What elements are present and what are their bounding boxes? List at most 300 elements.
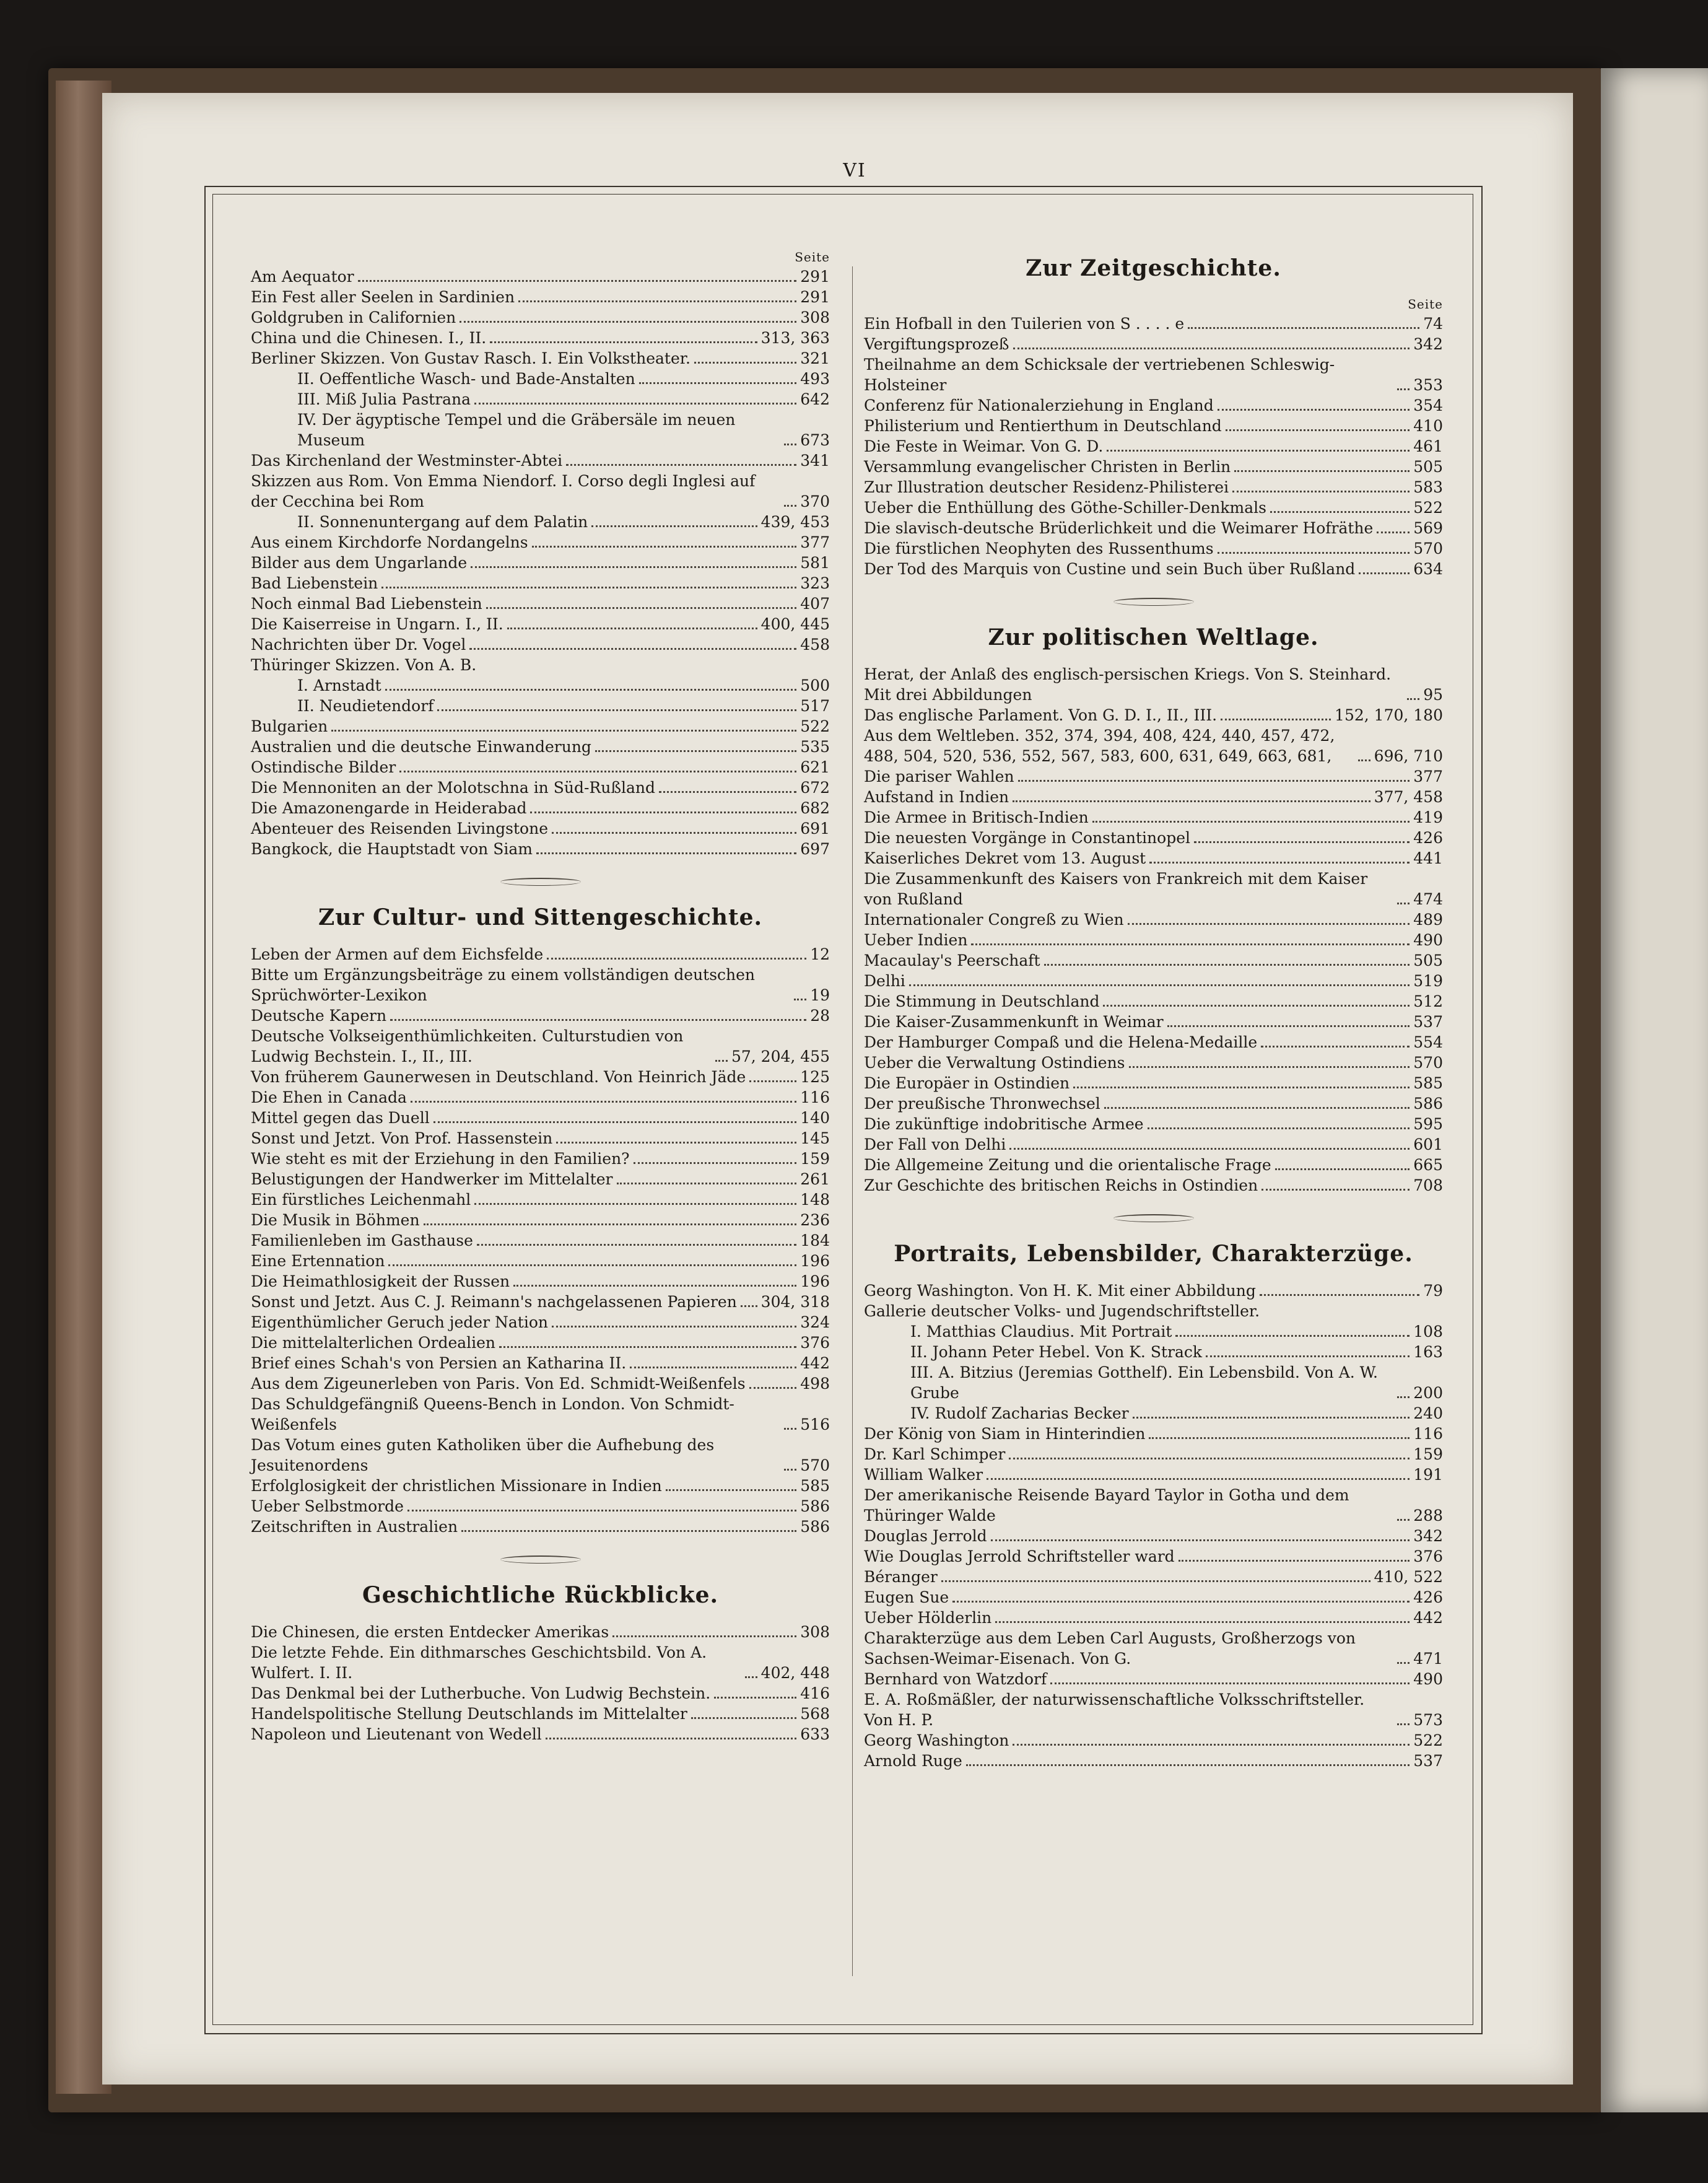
dot-leader bbox=[1188, 327, 1419, 329]
entry-page: 152, 170, 180 bbox=[1335, 706, 1443, 724]
toc-entry bbox=[251, 1189, 830, 1210]
entry-title: Der Fall von Delhi bbox=[864, 1135, 1006, 1153]
entry-title: Die Feste in Weimar. Von G. D. bbox=[864, 437, 1104, 455]
toc-entry bbox=[251, 328, 830, 348]
dot-leader bbox=[469, 648, 796, 650]
entry-title: Der König von Siam in Hinterindien bbox=[864, 1425, 1146, 1443]
entry-page: 291 bbox=[800, 268, 830, 286]
section-title: Zur Cultur- und Sittengeschichte. bbox=[318, 904, 763, 930]
entry-title: Erfolglosigkeit der christlichen Missionare in Indien bbox=[251, 1477, 662, 1495]
toc-entry bbox=[864, 971, 1443, 991]
entry-title: Die neuesten Vorgänge in Constantinopel bbox=[864, 829, 1191, 847]
dot-leader bbox=[794, 999, 806, 1000]
toc-entry bbox=[251, 1516, 830, 1537]
toc-entry bbox=[864, 1012, 1443, 1032]
toc-entry bbox=[251, 1169, 830, 1189]
entry-title: Berliner Skizzen. Von Gustav Rasch. I. Ein Volkstheater. bbox=[251, 349, 691, 367]
entry-page: 402, 448 bbox=[760, 1664, 830, 1682]
entry-page: 125 bbox=[800, 1068, 830, 1086]
entry-title: III. A. Bitzius (Jeremias Gotthelf). Ein Lebensbild. Von A. W. Grube bbox=[910, 1363, 1378, 1402]
toc-entry bbox=[864, 1608, 1443, 1628]
entry-title: III. Miß Julia Pastrana bbox=[297, 390, 471, 408]
toc-entry bbox=[864, 909, 1443, 930]
entry-page: 313, 363 bbox=[760, 329, 830, 347]
dot-leader bbox=[784, 1428, 796, 1430]
entry-title: Die Musik in Böhmen bbox=[251, 1211, 420, 1229]
entry-page: 586 bbox=[800, 1497, 830, 1515]
entry-page: 461 bbox=[1413, 437, 1443, 455]
entry-page: 196 bbox=[800, 1272, 830, 1290]
dot-leader bbox=[331, 730, 796, 732]
entry-title: Brief eines Schah's von Persien an Katharina II. bbox=[251, 1354, 627, 1372]
toc-entry bbox=[251, 634, 830, 655]
entry-page: 697 bbox=[800, 840, 830, 858]
entry-page: 673 bbox=[800, 431, 830, 449]
dot-leader bbox=[612, 1635, 796, 1637]
entry-page: 288 bbox=[1413, 1507, 1443, 1525]
entry-page: 505 bbox=[1413, 952, 1443, 969]
entry-page: 159 bbox=[800, 1150, 830, 1168]
dot-leader bbox=[474, 1203, 796, 1205]
dot-leader bbox=[1050, 1682, 1410, 1684]
entry-title: Philisterium und Rentierthum in Deutschland bbox=[864, 417, 1222, 435]
entry-title: Die letzte Fehde. Ein dithmarsches Geschichtsbild. Von A. Wulfert. I. II. bbox=[251, 1643, 707, 1682]
toc-entry bbox=[864, 1301, 1443, 1321]
entry-title: Versammlung evangelischer Christen in Berlin bbox=[864, 458, 1231, 476]
dot-leader bbox=[499, 1346, 796, 1348]
dot-leader bbox=[1226, 429, 1410, 431]
entry-page: 163 bbox=[1413, 1343, 1443, 1361]
toc-entry bbox=[251, 369, 830, 389]
toc-entry bbox=[864, 1093, 1443, 1114]
entry-title: Das Votum eines guten Katholiken über die Aufhebung des Jesuitenordens bbox=[251, 1436, 715, 1474]
dot-leader bbox=[434, 1121, 797, 1123]
dot-leader bbox=[1018, 780, 1410, 782]
entry-page: 376 bbox=[800, 1334, 830, 1352]
dot-leader bbox=[1107, 450, 1410, 452]
dot-leader bbox=[1092, 821, 1410, 823]
toc-entry bbox=[251, 1353, 830, 1373]
entry-title: Dr. Karl Schimper bbox=[864, 1445, 1006, 1463]
entry-title: Eugen Sue bbox=[864, 1588, 949, 1606]
entry-title: China und die Chinesen. I., II. bbox=[251, 329, 487, 347]
toc-entry bbox=[864, 436, 1443, 457]
entry-page: 95 bbox=[1423, 686, 1443, 704]
dot-leader bbox=[407, 1510, 796, 1511]
dot-leader bbox=[1261, 1046, 1410, 1048]
entry-title: Bangkock, die Hauptstadt von Siam bbox=[251, 840, 533, 858]
entry-title: Aus dem Weltleben. 352, 374, 394, 408, 424, 440, 457, 472, 488, 504, 520, 536, 552, 567, 583, 600, 631, 649, 663, 681, bbox=[864, 727, 1335, 765]
entry-page: 419 bbox=[1413, 808, 1443, 826]
toc-entry bbox=[864, 1444, 1443, 1464]
dot-leader bbox=[1221, 719, 1331, 720]
entry-page: 493 bbox=[800, 370, 830, 388]
dot-leader bbox=[639, 382, 797, 384]
toc-entry bbox=[251, 1622, 830, 1642]
toc-entry bbox=[251, 307, 830, 328]
dot-leader bbox=[909, 984, 1410, 986]
dot-leader bbox=[1175, 1335, 1410, 1337]
entry-page: 116 bbox=[800, 1088, 830, 1106]
entry-title: Eigenthümlicher Geruch jeder Nation bbox=[251, 1313, 548, 1331]
toc-entry bbox=[251, 965, 830, 1005]
toc-entry bbox=[864, 1032, 1443, 1052]
entry-page: 512 bbox=[1413, 992, 1443, 1010]
entry-page: 471 bbox=[1413, 1650, 1443, 1668]
left-entry-list bbox=[251, 266, 830, 859]
entry-page: 570 bbox=[1413, 540, 1443, 558]
dot-leader bbox=[691, 1717, 796, 1719]
entry-page: 261 bbox=[800, 1170, 830, 1188]
toc-entry bbox=[864, 664, 1443, 705]
entry-page: 537 bbox=[1413, 1013, 1443, 1031]
entry-title: Deutsche Kapern bbox=[251, 1007, 387, 1025]
toc-entry bbox=[251, 266, 830, 287]
entry-title: Bitte um Ergänzungsbeiträge zu einem vollständigen deutschen Sprüchwörter-Lexikon bbox=[251, 966, 756, 1004]
entry-title: Aus dem Zigeunerleben von Paris. Von Ed. Schmidt-Weißenfels bbox=[251, 1375, 746, 1393]
entry-title: Ein fürstliches Leichenmahl bbox=[251, 1191, 471, 1209]
dot-leader bbox=[1218, 409, 1410, 411]
entry-title: Deutsche Volkseigenthümlichkeiten. Culturstudien von Ludwig Bechstein. I., II., III. bbox=[251, 1027, 684, 1065]
dot-leader bbox=[591, 525, 757, 527]
dot-leader bbox=[595, 750, 796, 752]
dot-leader bbox=[471, 566, 796, 568]
toc-entry bbox=[251, 1435, 830, 1476]
entry-title: Die slavisch-deutsche Brüderlichkeit und die Weimarer Hofräthe bbox=[864, 519, 1374, 537]
dot-leader bbox=[1407, 698, 1419, 700]
entry-page: 586 bbox=[1413, 1095, 1443, 1113]
entry-page: 308 bbox=[800, 308, 830, 326]
entry-page: 586 bbox=[800, 1518, 830, 1536]
toc-entry bbox=[864, 1751, 1443, 1771]
dot-leader bbox=[1397, 388, 1410, 390]
dot-leader bbox=[617, 1183, 797, 1184]
entry-page: 410, 522 bbox=[1374, 1568, 1443, 1586]
toc-entry bbox=[864, 1362, 1443, 1403]
toc-entry bbox=[251, 1704, 830, 1724]
dot-leader bbox=[1073, 1087, 1410, 1088]
entry-title: Goldgruben in Californien bbox=[251, 308, 456, 326]
entry-title: Die mittelalterlichen Ordealien bbox=[251, 1334, 496, 1352]
toc-entry bbox=[251, 409, 830, 450]
dot-leader bbox=[1397, 1396, 1410, 1398]
entry-title: Charakterzüge aus dem Leben Carl Augusts, Großherzogs von Sachsen-Weimar-Eisenach. Von G. bbox=[864, 1629, 1356, 1668]
toc-entry bbox=[251, 1476, 830, 1496]
toc-entry bbox=[251, 716, 830, 737]
dot-leader bbox=[1013, 348, 1410, 349]
entry-page: 191 bbox=[1413, 1466, 1443, 1484]
toc-entry bbox=[864, 1052, 1443, 1073]
entry-title: Kaiserliches Dekret vom 13. August bbox=[864, 849, 1146, 867]
entry-title: Das Denkmal bei der Lutherbuche. Von Ludwig Bechstein. bbox=[251, 1684, 711, 1702]
toc-entry bbox=[864, 1342, 1443, 1362]
section-ornament bbox=[500, 1555, 581, 1564]
dot-leader bbox=[749, 1387, 797, 1389]
entry-title: Die zukünftige indobritische Armee bbox=[864, 1115, 1144, 1133]
dot-leader bbox=[490, 341, 757, 343]
section-ornament bbox=[500, 878, 581, 886]
right-sections bbox=[864, 255, 1443, 1771]
entry-title: Belustigungen der Handwerker im Mittelalter bbox=[251, 1170, 613, 1188]
toc-entry bbox=[251, 777, 830, 798]
dot-leader bbox=[1218, 552, 1410, 554]
entry-title: Bernhard von Watzdorf bbox=[864, 1670, 1047, 1688]
entry-page: 148 bbox=[800, 1191, 830, 1209]
entry-page: 519 bbox=[1413, 972, 1443, 990]
toc-entry bbox=[864, 497, 1443, 518]
entry-title: Leben der Armen auf dem Eichsfelde bbox=[251, 945, 544, 963]
dot-leader bbox=[1149, 862, 1410, 864]
entry-title: Die Allgemeine Zeitung und die orientalische Frage bbox=[864, 1156, 1271, 1174]
entry-page: 517 bbox=[800, 697, 830, 715]
entry-title: I. Matthias Claudius. Mit Portrait bbox=[910, 1323, 1172, 1341]
dot-leader bbox=[532, 546, 797, 548]
entry-page: 441 bbox=[1413, 849, 1443, 867]
entry-title: Ueber die Verwaltung Ostindiens bbox=[864, 1054, 1125, 1072]
entry-title: Theilnahme an dem Schicksale der vertriebenen Schleswig-Holsteiner bbox=[864, 356, 1335, 394]
entry-title: Die Kaiserreise in Ungarn. I., II. bbox=[251, 615, 503, 633]
dot-leader bbox=[411, 1101, 796, 1103]
entry-title: Mittel gegen das Duell bbox=[251, 1109, 430, 1127]
toc-section bbox=[251, 1582, 830, 1744]
dot-leader bbox=[666, 1489, 796, 1491]
entry-page: 74 bbox=[1423, 315, 1443, 333]
entry-page: 442 bbox=[800, 1354, 830, 1372]
toc-entry bbox=[251, 839, 830, 859]
column-divider bbox=[852, 266, 853, 1976]
entry-page: 535 bbox=[800, 738, 830, 756]
entry-title: Am Aequator bbox=[251, 268, 354, 286]
toc-entry bbox=[251, 655, 830, 675]
dot-leader bbox=[381, 587, 796, 588]
dot-leader bbox=[1270, 511, 1410, 513]
dot-leader bbox=[507, 628, 757, 629]
dot-leader bbox=[1128, 923, 1410, 925]
dot-leader bbox=[388, 1264, 796, 1266]
entry-page: 633 bbox=[800, 1725, 830, 1743]
entry-title: Aus einem Kirchdorfe Nordangelns bbox=[251, 533, 528, 551]
entry-title: Das Kirchenland der Westminster-Abtei bbox=[251, 452, 563, 470]
toc-entry bbox=[864, 1134, 1443, 1155]
toc-entry bbox=[864, 1587, 1443, 1608]
entry-page: 595 bbox=[1413, 1115, 1443, 1133]
right-column bbox=[864, 248, 1443, 1771]
toc-entry bbox=[251, 1373, 830, 1394]
toc-entry bbox=[251, 1394, 830, 1435]
entry-page: 573 bbox=[1413, 1711, 1443, 1729]
dot-leader bbox=[1397, 1723, 1410, 1725]
entry-page: 682 bbox=[800, 799, 830, 817]
toc-entry bbox=[251, 593, 830, 614]
toc-entry bbox=[864, 1073, 1443, 1093]
section-title: Zur Zeitgeschichte. bbox=[1026, 255, 1281, 281]
toc-entry bbox=[864, 1628, 1443, 1669]
entry-page: 522 bbox=[800, 717, 830, 735]
entry-page: 505 bbox=[1413, 458, 1443, 476]
entry-title: Die Stimmung in Deutschland bbox=[864, 992, 1100, 1010]
dot-leader bbox=[1194, 841, 1410, 843]
toc-section bbox=[864, 255, 1443, 579]
entry-page: 57, 204, 455 bbox=[731, 1048, 830, 1065]
entry-title: Die fürstlichen Neophyten des Russenthums bbox=[864, 540, 1214, 558]
dot-leader bbox=[1397, 903, 1410, 904]
entry-page: 145 bbox=[800, 1129, 830, 1147]
entry-title: Die Chinesen, die ersten Entdecker Amerikas bbox=[251, 1623, 609, 1641]
dot-leader bbox=[1167, 1025, 1410, 1027]
entry-page: 342 bbox=[1413, 335, 1443, 353]
toc-entry bbox=[251, 471, 830, 512]
seite-label: Seite bbox=[1408, 297, 1443, 312]
entry-title: II. Sonnenuntergang auf dem Palatin bbox=[297, 513, 588, 531]
entry-title: I. Arnstadt bbox=[297, 676, 381, 694]
entry-title: Die Heimathlosigkeit der Russen bbox=[251, 1272, 510, 1290]
entry-page: 516 bbox=[800, 1415, 830, 1433]
dot-leader bbox=[1260, 1294, 1419, 1296]
dot-leader bbox=[995, 1621, 1410, 1623]
dot-leader bbox=[991, 1539, 1410, 1541]
toc-entry bbox=[251, 1026, 830, 1067]
dot-leader bbox=[971, 943, 1410, 945]
entry-title: Skizzen aus Rom. Von Emma Niendorf. I. Corso degli Inglesi auf der Cecchina bei Rom bbox=[251, 472, 756, 510]
entry-title: Thüringer Skizzen. Von A. B. bbox=[251, 656, 477, 674]
entry-page: 570 bbox=[800, 1456, 830, 1474]
entry-title: Die Amazonengarde in Heiderabad bbox=[251, 799, 527, 817]
entry-page: 500 bbox=[800, 676, 830, 694]
entry-title: Georg Washington. Von H. K. Mit einer Abbildung bbox=[864, 1282, 1256, 1300]
entry-title: II. Neudietendorf bbox=[297, 697, 434, 715]
toc-entry bbox=[864, 477, 1443, 497]
dot-leader bbox=[1133, 1417, 1410, 1419]
entry-title: Noch einmal Bad Liebenstein bbox=[251, 595, 482, 613]
entry-page: 570 bbox=[1413, 1054, 1443, 1072]
toc-entry bbox=[864, 787, 1443, 807]
toc-entry bbox=[864, 1464, 1443, 1485]
dot-leader bbox=[630, 1367, 796, 1368]
entry-title: Bulgarien bbox=[251, 717, 328, 735]
toc-entry bbox=[864, 950, 1443, 971]
toc-entry bbox=[864, 991, 1443, 1012]
dot-leader bbox=[1009, 1458, 1410, 1459]
dot-leader bbox=[634, 1162, 797, 1164]
entry-title: Die Mennoniten an der Molotschna in Süd-Rußland bbox=[251, 779, 656, 797]
entry-page: 554 bbox=[1413, 1033, 1443, 1051]
entry-page: 240 bbox=[1413, 1404, 1443, 1422]
toc-entry bbox=[864, 848, 1443, 868]
entry-title: Arnold Ruge bbox=[864, 1752, 962, 1770]
section-title: Portraits, Lebensbilder, Charakterzüge. bbox=[894, 1241, 1413, 1267]
toc-entry bbox=[251, 1642, 830, 1683]
dot-leader bbox=[547, 958, 806, 960]
toc-entry bbox=[251, 798, 830, 818]
entry-title: Nachrichten über Dr. Vogel bbox=[251, 636, 466, 654]
entry-page: 321 bbox=[800, 349, 830, 367]
entry-page: 376 bbox=[1413, 1547, 1443, 1565]
toc-section bbox=[251, 904, 830, 1537]
dot-leader bbox=[474, 403, 796, 405]
dot-leader bbox=[741, 1305, 757, 1307]
toc-entry bbox=[864, 1526, 1443, 1546]
entry-title: Der preußische Thronwechsel bbox=[864, 1095, 1100, 1113]
toc-entry bbox=[864, 1567, 1443, 1587]
entry-page: 665 bbox=[1413, 1156, 1443, 1174]
entry-title: Die Europäer in Ostindien bbox=[864, 1074, 1070, 1092]
entry-page: 196 bbox=[800, 1252, 830, 1270]
entry-title: Bilder aus dem Ungarlande bbox=[251, 554, 468, 572]
entry-page: 490 bbox=[1413, 931, 1443, 949]
toc-entry bbox=[864, 807, 1443, 828]
dot-leader bbox=[1377, 532, 1410, 533]
entry-page: 583 bbox=[1413, 478, 1443, 496]
toc-entry bbox=[251, 1292, 830, 1312]
entry-title: Das Schuldgefängniß Queens-Bench in London. Von Schmidt-Weißenfels bbox=[251, 1395, 734, 1433]
toc-entry bbox=[864, 766, 1443, 787]
dot-leader bbox=[552, 1326, 796, 1328]
entry-page: 458 bbox=[800, 636, 830, 654]
toc-entry bbox=[864, 868, 1443, 909]
toc-entry bbox=[251, 1128, 830, 1148]
dot-leader bbox=[1013, 800, 1370, 802]
toc-entry bbox=[864, 705, 1443, 725]
toc-entry bbox=[864, 1155, 1443, 1175]
entry-page: 410 bbox=[1413, 417, 1443, 435]
entry-title: Ein Fest aller Seelen in Sardinien bbox=[251, 288, 515, 306]
dot-leader bbox=[552, 832, 796, 834]
entry-page: 323 bbox=[800, 574, 830, 592]
dot-leader bbox=[385, 689, 797, 691]
entry-title: Internationaler Congreß zu Wien bbox=[864, 911, 1124, 929]
dot-leader bbox=[694, 362, 796, 364]
facing-page bbox=[1601, 68, 1708, 2112]
entry-page: 342 bbox=[1413, 1527, 1443, 1545]
entry-page: 353 bbox=[1413, 376, 1443, 394]
dot-leader bbox=[358, 280, 797, 282]
entry-title: Zeitschriften in Australien bbox=[251, 1518, 458, 1536]
entry-page: 200 bbox=[1413, 1384, 1443, 1402]
entry-page: 79 bbox=[1423, 1282, 1443, 1300]
entry-page: 691 bbox=[800, 820, 830, 838]
dot-leader bbox=[566, 464, 796, 466]
toc-entry bbox=[864, 1321, 1443, 1342]
entry-title: Béranger bbox=[864, 1568, 938, 1586]
entry-page: 377, 458 bbox=[1374, 788, 1443, 806]
dot-leader bbox=[784, 505, 796, 507]
toc-entry bbox=[251, 1496, 830, 1516]
entry-title: Zur Geschichte des britischen Reichs in Ostindien bbox=[864, 1176, 1258, 1194]
dot-leader bbox=[1148, 1127, 1410, 1129]
dot-leader bbox=[987, 1478, 1410, 1480]
toc-entry bbox=[864, 457, 1443, 477]
dot-leader bbox=[461, 1530, 796, 1532]
toc-entry bbox=[251, 614, 830, 634]
toc-entry bbox=[864, 1424, 1443, 1444]
toc-entry bbox=[251, 532, 830, 553]
entry-page: 341 bbox=[800, 452, 830, 470]
toc-entry bbox=[864, 559, 1443, 579]
toc-entry bbox=[864, 313, 1443, 334]
entry-title: Die pariser Wahlen bbox=[864, 768, 1014, 785]
entry-title: Ueber Hölderlin bbox=[864, 1609, 992, 1627]
toc-entry bbox=[251, 1067, 830, 1087]
dot-leader bbox=[1275, 1168, 1410, 1170]
toc-entry bbox=[864, 538, 1443, 559]
entry-title: Wie Douglas Jerrold Schriftsteller ward bbox=[864, 1547, 1175, 1565]
toc-entry bbox=[864, 1485, 1443, 1526]
entry-page: 585 bbox=[1413, 1074, 1443, 1092]
entry-page: 621 bbox=[800, 758, 830, 776]
dot-leader bbox=[966, 1764, 1410, 1766]
page-number: VI bbox=[843, 160, 866, 182]
entry-page: 308 bbox=[800, 1623, 830, 1641]
